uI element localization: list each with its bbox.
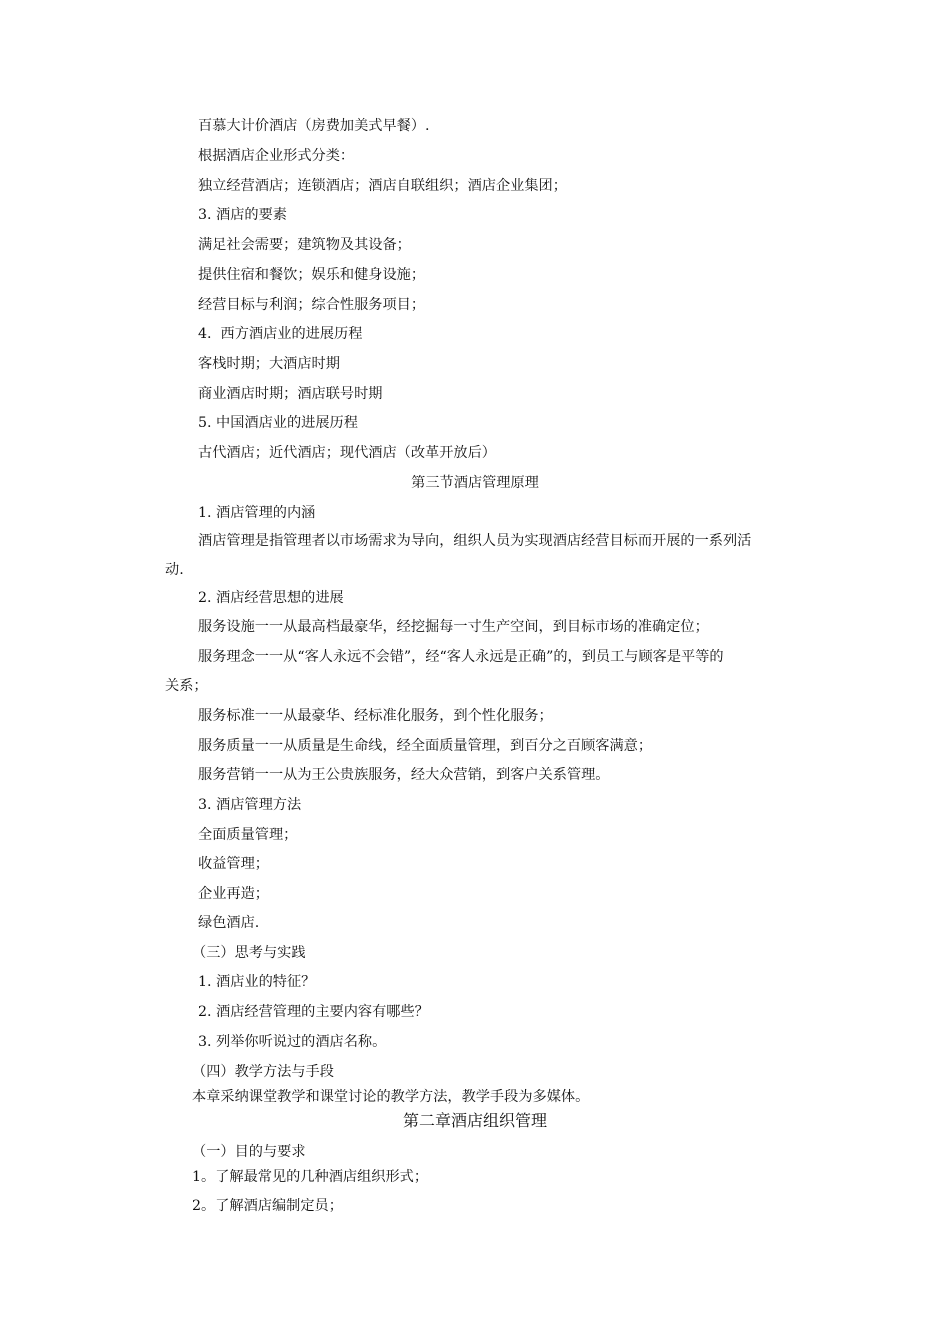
text-line: 根据酒店企业形式分类：	[198, 148, 355, 164]
list-heading: 4. 西方酒店业的进展历程	[198, 326, 363, 342]
text-line: 百慕大计价酒店（房费加美式早餐）.	[198, 118, 430, 134]
paragraph-line: 关系；	[165, 678, 208, 694]
paragraph-line: 服务理念一一从“客人永远不会错”，经“客人永远是正确”的，到员工与顾客是平等的	[198, 649, 724, 665]
text-line: 商业酒店时期；酒店联号时期	[198, 386, 383, 402]
paragraph-line: 本章采纳课堂教学和课堂讨论的教学方法，教学手段为多媒体。	[192, 1089, 590, 1105]
question-item: 2. 酒店经营管理的主要内容有哪些？	[198, 1004, 429, 1020]
list-heading: 3. 酒店管理方法	[198, 797, 302, 813]
text-line: 经营目标与利润；综合性服务项目；	[198, 297, 426, 313]
chapter-title: 第二章酒店组织管理	[402, 1111, 547, 1130]
list-item: 1。了解最常见的几种酒店组织形式；	[192, 1169, 429, 1185]
paragraph-line: 酒店管理是指管理者以市场需求为导向，组织人员为实现酒店经营目标而开展的一系列活	[198, 533, 752, 549]
text-line: 独立经营酒店；连锁酒店；酒店自联组织；酒店企业集团；	[198, 178, 567, 194]
text-line: 满足社会需要；建筑物及其设备；	[198, 237, 411, 253]
paragraph-line: 服务标准一一从最豪华、经标准化服务，到个性化服务；	[198, 708, 553, 724]
list-item: 绿色酒店.	[198, 915, 260, 931]
subsection-heading: （一）目的与要求	[192, 1144, 306, 1160]
list-heading: 2. 酒店经营思想的进展	[198, 590, 344, 606]
subsection-heading: （四）教学方法与手段	[192, 1064, 334, 1080]
paragraph-line: 动.	[165, 562, 184, 578]
text-line: 提供住宿和餐饮；娱乐和健身设施；	[198, 267, 426, 283]
paragraph-line: 服务营销一一从为王公贵族服务，经大众营销，到客户关系管理。	[198, 767, 610, 783]
list-item: 全面质量管理；	[198, 827, 298, 843]
section-title: 第三节酒店管理原理	[411, 475, 539, 491]
question-item: 3. 列举你听说过的酒店名称。	[198, 1034, 387, 1050]
list-item: 收益管理；	[198, 856, 269, 872]
list-heading: 5. 中国酒店业的进展历程	[198, 415, 358, 431]
list-item: 2。了解酒店编制定员；	[192, 1198, 343, 1214]
text-line: 客栈时期；大酒店时期	[198, 356, 340, 372]
text-line: 古代酒店；近代酒店；现代酒店（改革开放后）	[198, 445, 496, 461]
question-item: 1. 酒店业的特征？	[198, 974, 316, 990]
subsection-heading: （三）思考与实践	[192, 945, 306, 961]
list-item: 企业再造；	[198, 886, 269, 902]
paragraph-line: 服务质量一一从质量是生命线，经全面质量管理，到百分之百顾客满意；	[198, 738, 653, 754]
paragraph-line: 服务设施一一从最高档最豪华，经挖掘每一寸生产空间，到目标市场的准确定位；	[198, 619, 709, 635]
list-heading: 1. 酒店管理的内涵	[198, 505, 316, 521]
list-heading: 3. 酒店的要素	[198, 207, 287, 223]
